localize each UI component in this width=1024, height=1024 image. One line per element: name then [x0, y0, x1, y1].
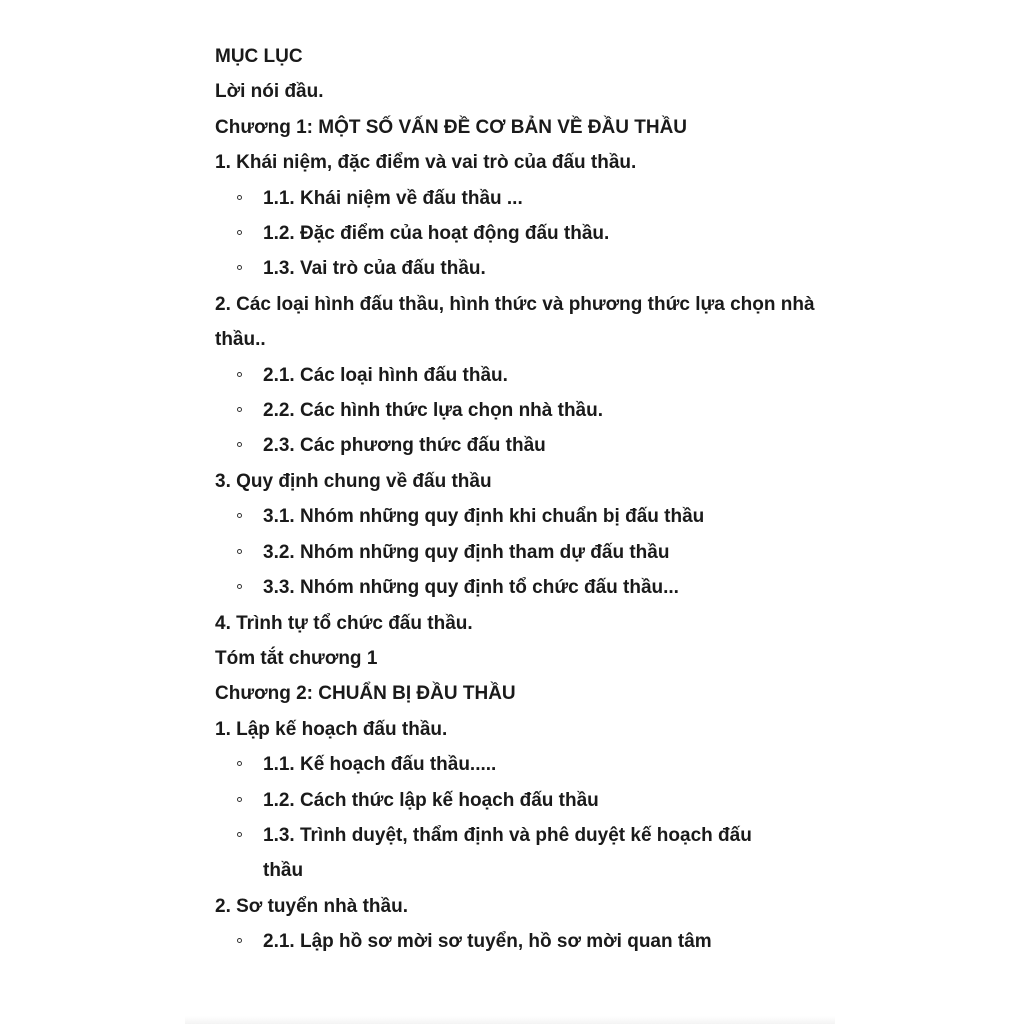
circle-bullet-icon [237, 761, 242, 766]
list-item [215, 216, 815, 251]
list-item-text: 2.1. Lập hồ sơ mời sơ tuyển, hồ sơ mời quan tâm [263, 931, 712, 953]
toc-heading: MỤC LỤC [215, 46, 303, 67]
list-item-text: 1.3. Trình duyệt, thẩm định và phê duyệt kế hoạch đấu thầu [263, 824, 752, 882]
circle-bullet-icon [237, 230, 242, 235]
table-of-contents [215, 39, 815, 960]
list-item [215, 251, 815, 286]
circle-bullet-icon [237, 938, 242, 943]
list-item-text: 2.2. Các hình thức lựa chọn nhà thầu. [263, 400, 604, 422]
list-item [215, 783, 815, 818]
chapter-1-section-3: 3. Quy định chung về đấu thầu [215, 470, 492, 492]
chapter-1-section-1: 1. Khái niệm, đặc điểm và vai trò của đấu thầu. [215, 152, 637, 174]
list-item-text: 1.2. Cách thức lập kế hoạch đấu thầu [263, 789, 599, 811]
list-item-text: 1.1. Khái niệm về đấu thầu ... [263, 187, 523, 209]
circle-bullet-icon [237, 797, 242, 802]
list-item-text: 3.3. Nhóm những quy định tổ chức đấu thầu... [263, 577, 679, 599]
list-item [215, 570, 815, 605]
circle-bullet-icon [237, 372, 242, 377]
list-item-text: 1.1. Kế hoạch đấu thầu..... [263, 754, 497, 776]
list-item [215, 535, 815, 570]
circle-bullet-icon [237, 407, 242, 412]
chapter-1-title: Chương 1: MỘT SỐ VẤN ĐỀ CƠ BẢN VỀ ĐẦU THẦU [215, 116, 688, 138]
toc-preface: Lời nói đầu. [215, 81, 324, 103]
circle-bullet-icon [237, 549, 242, 554]
list-item [215, 181, 815, 216]
list-item [215, 428, 815, 463]
page-bottom-shadow [185, 1016, 835, 1024]
list-item-text: 2.1. Các loại hình đấu thầu. [263, 364, 508, 386]
chapter-2-section-1: 1. Lập kế hoạch đấu thầu. [215, 718, 448, 740]
circle-bullet-icon [237, 442, 242, 447]
list-item [215, 924, 815, 959]
list-item-text: 1.3. Vai trò của đấu thầu. [263, 258, 486, 280]
chapter-2-title: Chương 2: CHUẨN BỊ ĐẦU THẦU [215, 683, 516, 705]
list-item-text: 1.2. Đặc điểm của hoạt động đấu thầu. [263, 223, 610, 245]
list-item-text: 2.3. Các phương thức đấu thầu [263, 435, 546, 457]
list-item [215, 393, 815, 428]
list-item [215, 818, 793, 889]
chapter-2-section-2: 2. Sơ tuyển nhà thầu. [215, 895, 408, 917]
list-item [215, 499, 815, 534]
chapter-1-section-4: 4. Trình tự tổ chức đấu thầu. [215, 612, 473, 634]
circle-bullet-icon [237, 195, 242, 200]
circle-bullet-icon [237, 584, 242, 589]
list-item [215, 747, 815, 782]
list-item-text: 3.1. Nhóm những quy định khi chuẩn bị đấu thầu [263, 506, 705, 528]
circle-bullet-icon [237, 832, 242, 837]
list-item-text: 3.2. Nhóm những quy định tham dự đấu thầu [263, 541, 670, 563]
chapter-1-summary: Tóm tắt chương 1 [215, 647, 378, 669]
chapter-1-section-2: 2. Các loại hình đấu thầu, hình thức và phương thức lựa chọn nhà thầu.. [215, 293, 815, 351]
circle-bullet-icon [237, 265, 242, 270]
circle-bullet-icon [237, 513, 242, 518]
list-item [215, 358, 815, 393]
